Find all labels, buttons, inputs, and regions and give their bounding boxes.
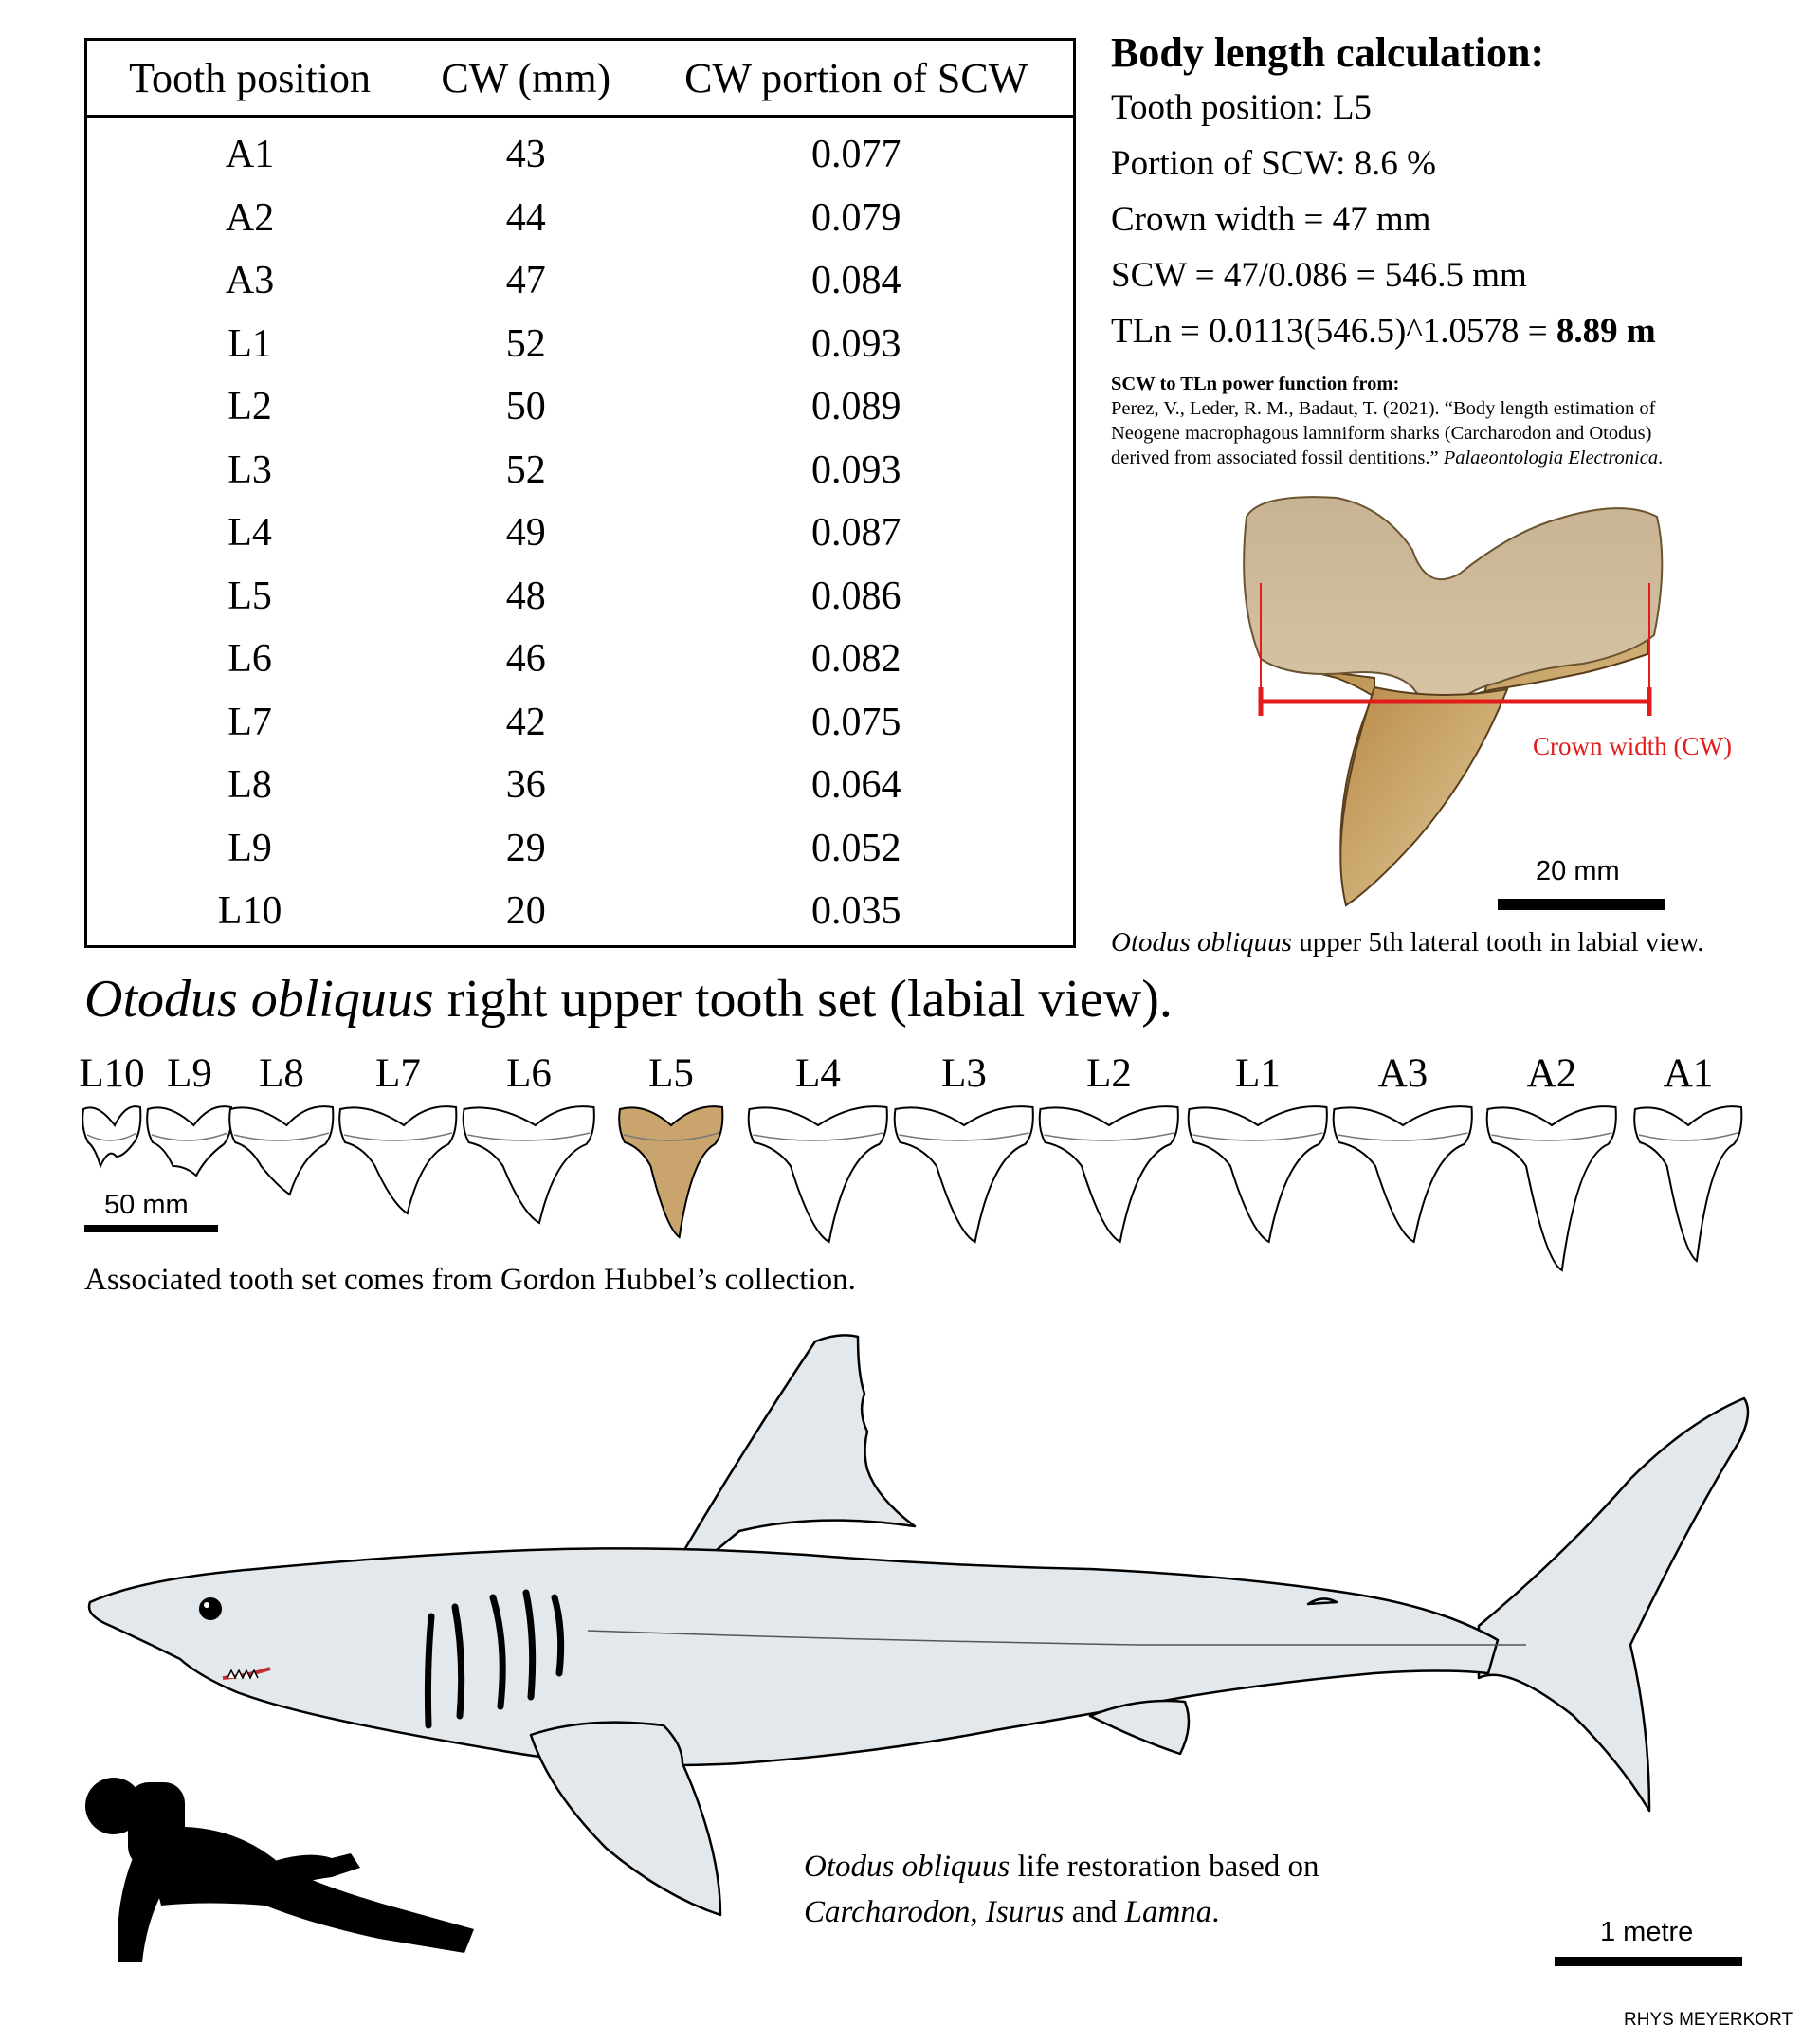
tooth-position-cell: L7: [228, 700, 272, 744]
shark-body: [89, 1548, 1498, 1765]
caption-sep-2: and: [1064, 1895, 1125, 1929]
tooth-outline-a2: [1487, 1106, 1616, 1270]
tooth-position-cell: L6: [228, 637, 272, 682]
cw-cell: 47: [505, 259, 546, 303]
table-row: [87, 817, 1073, 881]
reference-block: [1111, 372, 1793, 470]
tooth-root: [1244, 497, 1662, 716]
shark-caption-species: Otodus obliquus: [804, 1850, 1010, 1884]
reference-line-3: [1111, 446, 1793, 470]
tooth-position-cell: A1: [225, 133, 275, 177]
tooth-label-l8: L8: [259, 1051, 304, 1096]
artist-credit: RHYS MEYERKORT: [1624, 2010, 1793, 2030]
tooth-set-title: [84, 969, 1173, 1030]
reference-journal: Palaeontologia Electronica: [1443, 447, 1659, 468]
shark-caption-line-2: [804, 1889, 1320, 1935]
reference-line-3-text: derived from associated fossil dentitions.”: [1111, 447, 1444, 468]
calc-tooth-position: Tooth position: L5: [1111, 88, 1372, 127]
tooth-position-cell: L4: [228, 511, 272, 556]
cw-cell: 50: [505, 385, 546, 429]
table-row: [87, 117, 1073, 187]
tooth-position-cell: L9: [228, 826, 272, 870]
cw-portion-cell: 0.079: [810, 195, 901, 240]
table-header-row: [87, 41, 1073, 117]
tooth-outline-a1: [1634, 1106, 1741, 1261]
tooth-label-l7: L7: [375, 1051, 421, 1096]
cw-cell: 20: [505, 889, 546, 934]
tooth-label-l9: L9: [167, 1051, 212, 1096]
cw-portion-cell: 0.052: [810, 826, 901, 870]
cw-label: Crown width (CW): [1533, 732, 1732, 760]
shark-caption: [804, 1844, 1320, 1935]
tooth-outline-l4: [749, 1106, 887, 1242]
calc-portion: Portion of SCW: 8.6 %: [1111, 144, 1436, 183]
cw-cell: 42: [505, 700, 546, 744]
tooth-set-title-text: right upper tooth set (labial view).: [433, 970, 1173, 1029]
tooth-set-note: Associated tooth set comes from Gordon Hubbel’s collection.: [84, 1263, 856, 1297]
table-row: [87, 249, 1073, 313]
cw-portion-cell: 0.089: [810, 385, 901, 429]
genus-carcharodon: Carcharodon: [804, 1895, 971, 1929]
calc-tln-formula: TLn = 0.0113(546.5)^1.0578 =: [1111, 312, 1556, 351]
tooth-position-cell: L8: [228, 763, 272, 808]
genus-isurus: Isurus: [985, 1895, 1065, 1929]
cw-portion-cell: 0.087: [810, 511, 901, 556]
cw-portion-cell: 0.084: [810, 259, 901, 303]
tooth-label-l10: L10: [79, 1051, 145, 1096]
table-row: [87, 313, 1073, 376]
cw-cell: 52: [505, 447, 546, 492]
table-row: [87, 691, 1073, 755]
table-row: [87, 565, 1073, 629]
header-cw-portion: CW portion of SCW: [639, 41, 1073, 117]
reference-end: .: [1658, 447, 1664, 468]
tooth-position-cell: L2: [228, 385, 272, 429]
tooth-label-a1: A1: [1663, 1051, 1714, 1096]
photo-scale-label: 20 mm: [1536, 856, 1620, 886]
tooth-position-table: [84, 38, 1076, 948]
reference-line-1: Perez, V., Leder, R. M., Badaut, T. (2021). “Body length estimation of: [1111, 398, 1656, 419]
photo-caption-text: upper 5th lateral tooth in labial view.: [1291, 927, 1704, 958]
cw-portion-cell: 0.093: [810, 321, 901, 366]
tooth-set-scale-bar: [84, 1225, 218, 1232]
tooth-outline-l8: [229, 1106, 333, 1195]
shark-eye: [200, 1598, 221, 1619]
tooth-position-cell: L3: [228, 447, 272, 492]
shark-scale-label: 1 metre: [1600, 1917, 1694, 1947]
calc-tln-result: 8.89 m: [1556, 312, 1656, 351]
tooth-label-a3: A3: [1377, 1051, 1429, 1096]
calc-crown-width: Crown width = 47 mm: [1111, 200, 1431, 239]
caption-end: .: [1211, 1895, 1220, 1929]
shark-caption-line-1: [804, 1844, 1320, 1889]
tooth-blade: [1340, 687, 1507, 905]
table-row: [87, 187, 1073, 250]
cw-cell: 43: [505, 133, 546, 177]
shark-caption-text: life restoration based on: [1010, 1850, 1320, 1884]
cw-portion-cell: 0.082: [810, 637, 901, 682]
tooth-label-l1: L1: [1235, 1051, 1281, 1096]
photo-caption: [1111, 927, 1704, 958]
tooth-outline-l2: [1040, 1106, 1178, 1242]
tooth-position-cell: L1: [228, 321, 272, 366]
tooth-outline-l1: [1189, 1106, 1327, 1242]
cw-cell: 44: [505, 195, 546, 240]
tooth-label-l5: L5: [648, 1051, 694, 1096]
table-row: [87, 628, 1073, 691]
photo-scale-bar: [1498, 899, 1665, 910]
tooth-label-l6: L6: [506, 1051, 552, 1096]
tooth-label-l4: L4: [795, 1051, 841, 1096]
cw-portion-cell: 0.093: [810, 447, 901, 492]
header-tooth-position: Tooth position: [87, 41, 412, 117]
cw-cell: 36: [505, 763, 546, 808]
tooth-set-scale-label: 50 mm: [104, 1190, 189, 1220]
table-row: [87, 754, 1073, 817]
caudal-fin: [1479, 1398, 1748, 1811]
reference-title: SCW to TLn power function from:: [1111, 374, 1400, 394]
shark-scale-bar: [1555, 1957, 1742, 1966]
reference-line-2: Neogene macrophagous lamniform sharks (Carcharodon and Otodus): [1111, 423, 1652, 444]
genus-lamna: Lamna: [1124, 1895, 1212, 1929]
cw-cell: 29: [505, 826, 546, 870]
l5-tooth-photo: [1223, 488, 1687, 915]
table-row: [87, 502, 1073, 565]
caption-sep-1: ,: [970, 1895, 986, 1929]
tooth-outline-a3: [1334, 1106, 1472, 1242]
tooth-outline-l3: [895, 1106, 1033, 1242]
tooth-label-l2: L2: [1086, 1051, 1132, 1096]
calc-title: Body length calculation:: [1111, 29, 1545, 76]
tooth-position-cell: A3: [225, 259, 275, 303]
table-row: [87, 439, 1073, 502]
cw-portion-cell: 0.075: [810, 700, 901, 744]
cw-portion-cell: 0.086: [810, 574, 901, 618]
tooth-set-title-species: Otodus obliquus: [84, 970, 434, 1029]
tooth-position-cell: L5: [228, 574, 272, 618]
cw-cell: 46: [505, 637, 546, 682]
calc-scw: SCW = 47/0.086 = 546.5 mm: [1111, 256, 1527, 295]
cw-portion-cell: 0.077: [810, 133, 901, 177]
tooth-label-l3: L3: [941, 1051, 987, 1096]
table-row: [87, 375, 1073, 439]
calc-tln: [1111, 311, 1656, 352]
gill-slit-1: [428, 1616, 431, 1725]
table-row: [87, 880, 1073, 943]
cw-portion-cell: 0.035: [810, 889, 901, 934]
tooth-label-a2: A2: [1526, 1051, 1577, 1096]
cw-cell: 52: [505, 321, 546, 366]
cw-portion-cell: 0.064: [810, 763, 901, 808]
cw-cell: 48: [505, 574, 546, 618]
photo-caption-species: Otodus obliquus: [1111, 927, 1292, 958]
tooth-position-cell: L10: [217, 889, 282, 934]
cw-cell: 49: [505, 511, 546, 556]
tooth-outline-l6: [464, 1106, 594, 1223]
tooth-position-cell: A2: [225, 195, 275, 240]
scuba-diver-silhouette: [76, 1763, 483, 1962]
header-cw: CW (mm): [412, 41, 639, 117]
tooth-outline-l7: [339, 1106, 456, 1213]
tooth-outline-l5: [619, 1106, 722, 1237]
